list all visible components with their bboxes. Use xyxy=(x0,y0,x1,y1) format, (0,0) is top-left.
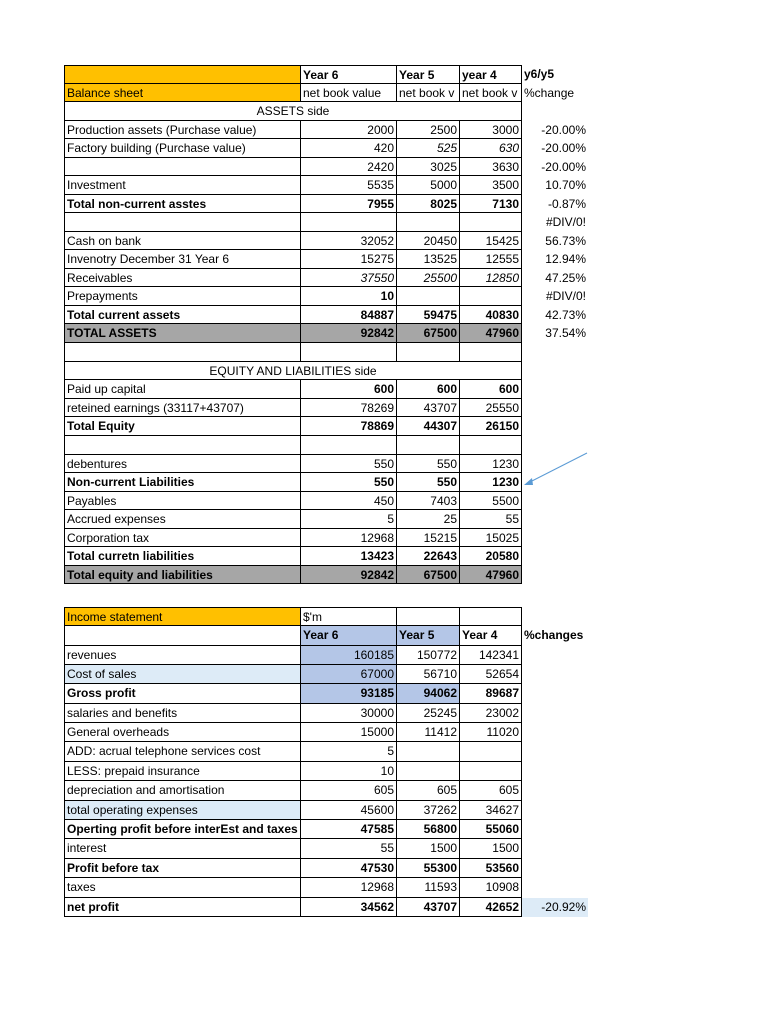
year4-value[interactable]: 1500 xyxy=(459,839,522,858)
year4-value[interactable]: 52654 xyxy=(459,665,522,684)
year6-value[interactable]: 420 xyxy=(300,139,396,158)
year5-value[interactable]: 5000 xyxy=(396,176,459,195)
income-row xyxy=(64,742,588,761)
year4-value[interactable] xyxy=(459,762,522,781)
change-value[interactable] xyxy=(522,781,588,800)
year4-value[interactable]: 12555 xyxy=(459,250,522,269)
row-label[interactable]: ADD: acrual telephone services cost xyxy=(64,742,300,761)
balance-sheet-title[interactable]: Balance sheet xyxy=(64,84,300,103)
year6-value[interactable]: 13423 xyxy=(300,547,396,566)
year6-value[interactable]: 12968 xyxy=(300,878,396,897)
year4-value[interactable]: 55060 xyxy=(459,820,522,839)
change-value[interactable]: -20.92% xyxy=(522,898,588,917)
year6-value[interactable]: 550 xyxy=(300,473,396,492)
year5-value[interactable]: 55300 xyxy=(396,859,459,878)
income-row xyxy=(64,684,588,703)
equity-side-title[interactable]: EQUITY AND LIABILITIES side xyxy=(64,362,522,381)
row-label[interactable]: Cash on bank xyxy=(64,232,300,251)
equity-row xyxy=(64,380,588,399)
asset-row xyxy=(64,287,588,306)
change-value[interactable] xyxy=(522,878,588,897)
year6-value[interactable]: 32052 xyxy=(300,232,396,251)
year4-value[interactable]: 15425 xyxy=(459,232,522,251)
income-row xyxy=(64,839,588,858)
year5-value[interactable]: 25500 xyxy=(396,269,459,288)
asset-row xyxy=(64,269,588,288)
year6-value[interactable]: 5535 xyxy=(300,176,396,195)
change-value[interactable]: -20.00% xyxy=(541,122,586,137)
income-row xyxy=(64,878,588,897)
row-label[interactable]: Corporation tax xyxy=(64,529,300,548)
unit-label[interactable]: $'m xyxy=(300,607,396,626)
year4-value[interactable] xyxy=(459,742,522,761)
year4-value[interactable]: 15025 xyxy=(459,529,522,548)
year6-value[interactable]: 550 xyxy=(300,455,396,474)
year4-value[interactable]: 11020 xyxy=(459,723,522,742)
year5-value[interactable]: 11593 xyxy=(396,878,459,897)
equity-row xyxy=(64,417,588,436)
year6-value[interactable]: 78869 xyxy=(300,417,396,436)
change-subheader[interactable]: %change xyxy=(524,85,575,100)
income-row xyxy=(64,646,588,665)
year6-value[interactable]: 55 xyxy=(300,839,396,858)
year5-value[interactable]: 550 xyxy=(396,455,459,474)
row-label[interactable]: net profit xyxy=(64,898,300,917)
row-label[interactable]: Receivables xyxy=(64,269,300,288)
change-value[interactable]: -20.00% xyxy=(541,141,586,155)
year4-value[interactable]: 3500 xyxy=(459,176,522,195)
income-row xyxy=(64,801,588,820)
equity-row xyxy=(64,492,588,511)
row-label[interactable]: Accrued expenses xyxy=(64,510,300,529)
year6-value[interactable]: 92842 xyxy=(300,324,396,343)
year4-value[interactable]: 42652 xyxy=(459,898,522,917)
year6-header[interactable]: Year 6 xyxy=(300,626,396,646)
change-value[interactable] xyxy=(522,704,588,723)
change-value[interactable]: 10.70% xyxy=(545,178,586,192)
arrow-annotation xyxy=(522,450,592,490)
income-statement-table xyxy=(64,607,588,917)
change-value[interactable]: 12.94% xyxy=(545,252,586,266)
row-label[interactable]: Paid up capital xyxy=(64,380,300,399)
year6-value[interactable]: 92842 xyxy=(300,566,396,585)
year4-header[interactable]: Year 4 xyxy=(459,626,522,646)
empty-cell[interactable] xyxy=(300,343,396,362)
year6-value[interactable]: 15000 xyxy=(300,723,396,742)
equity-row xyxy=(64,566,588,585)
row-label[interactable]: Total curretn liabilities xyxy=(64,547,300,566)
change-value[interactable] xyxy=(522,684,588,703)
year4-value[interactable]: 89687 xyxy=(459,684,522,703)
row-label[interactable]: debentures xyxy=(64,455,300,474)
year5-value[interactable] xyxy=(396,436,459,455)
year5-value[interactable]: 25 xyxy=(396,510,459,529)
spacer-row xyxy=(64,343,588,362)
change-value[interactable] xyxy=(522,839,588,858)
year4-value[interactable] xyxy=(459,287,522,306)
year4-value[interactable]: 47960 xyxy=(459,324,522,343)
change-value[interactable] xyxy=(522,723,588,742)
income-row xyxy=(64,859,588,878)
asset-row xyxy=(64,232,588,251)
year5-value[interactable]: 15215 xyxy=(396,529,459,548)
row-label[interactable]: General overheads xyxy=(64,723,300,742)
year4-value[interactable] xyxy=(459,436,522,455)
year6-value[interactable]: 78269 xyxy=(300,399,396,418)
change-value[interactable] xyxy=(522,820,588,839)
assets-title-row xyxy=(64,102,588,121)
row-label[interactable]: LESS: prepaid insurance xyxy=(64,762,300,781)
income-row xyxy=(64,781,588,800)
year4-value[interactable] xyxy=(459,213,522,232)
changes-header[interactable]: %changes xyxy=(524,627,584,642)
change-value[interactable] xyxy=(522,859,588,878)
change-value[interactable] xyxy=(522,646,588,665)
year6-value[interactable]: 2420 xyxy=(300,158,396,177)
year5-value[interactable]: 43707 xyxy=(396,898,459,917)
change-value[interactable]: 47.25% xyxy=(545,270,586,285)
income-row xyxy=(64,723,588,742)
year6-value[interactable]: 47585 xyxy=(300,820,396,839)
year5-value[interactable]: 43707 xyxy=(396,399,459,418)
change-value[interactable]: 37.54% xyxy=(545,326,586,340)
year4-value[interactable]: 605 xyxy=(459,781,522,800)
year6-value[interactable]: 600 xyxy=(300,380,396,399)
year5-value[interactable]: 550 xyxy=(396,473,459,492)
change-value[interactable]: -20.00% xyxy=(541,159,586,174)
year6-value[interactable]: 45600 xyxy=(300,801,396,820)
row-label[interactable]: taxes xyxy=(64,878,300,897)
income-row xyxy=(64,820,588,839)
row-label[interactable]: TOTAL ASSETS xyxy=(64,324,300,343)
equity-row xyxy=(64,547,588,566)
income-statement-title[interactable]: Income statement xyxy=(64,607,300,626)
header-cell[interactable] xyxy=(64,65,300,84)
asset-row xyxy=(64,158,588,177)
change-header[interactable]: y6/y5 xyxy=(524,67,555,81)
year6-value[interactable] xyxy=(300,213,396,232)
year5-header[interactable]: Year 5 xyxy=(396,626,459,646)
year6-value[interactable]: 30000 xyxy=(300,704,396,723)
change-value[interactable] xyxy=(522,762,588,781)
year4-value[interactable]: 55 xyxy=(459,510,522,529)
year4-value[interactable]: 7130 xyxy=(459,195,522,214)
year6-value[interactable]: 15275 xyxy=(300,250,396,269)
year5-value[interactable]: 94062 xyxy=(396,684,459,703)
assets-side-title[interactable]: ASSETS side xyxy=(64,102,522,121)
empty-cell[interactable] xyxy=(459,607,522,626)
balance-sheet-table xyxy=(64,65,588,584)
year6-value[interactable]: 93185 xyxy=(300,684,396,703)
year4-value[interactable]: 40830 xyxy=(459,306,522,325)
equity-row xyxy=(64,399,588,418)
equity-row xyxy=(64,436,588,455)
year6-value[interactable]: 5 xyxy=(300,742,396,761)
year4-value[interactable]: 12850 xyxy=(459,269,522,288)
asset-row xyxy=(64,139,588,158)
row-label[interactable]: Cost of sales xyxy=(64,665,300,684)
year4-header[interactable]: year 4 xyxy=(459,65,522,84)
year6-value[interactable] xyxy=(300,436,396,455)
asset-row xyxy=(64,195,588,214)
change-value[interactable]: 42.73% xyxy=(545,307,586,322)
year5-value[interactable]: 56800 xyxy=(396,820,459,839)
row-label[interactable]: Payables xyxy=(64,492,300,511)
y6-subheader[interactable]: net book value xyxy=(300,84,396,103)
row-label[interactable]: revenues xyxy=(64,646,300,665)
row-label[interactable] xyxy=(64,158,300,177)
year6-value[interactable]: 10 xyxy=(300,762,396,781)
change-value[interactable]: -0.87% xyxy=(547,196,586,211)
year6-value[interactable]: 34562 xyxy=(300,898,396,917)
year4-value[interactable]: 34627 xyxy=(459,801,522,820)
year4-value[interactable]: 47960 xyxy=(459,566,522,585)
year6-value[interactable]: 450 xyxy=(300,492,396,511)
asset-row xyxy=(64,213,588,232)
empty-cell[interactable] xyxy=(459,343,522,362)
row-label[interactable]: Factory building (Purchase value) xyxy=(64,139,300,158)
bs-header-row-2 xyxy=(64,84,588,103)
year5-value[interactable]: 13525 xyxy=(396,250,459,269)
year4-value[interactable]: 10908 xyxy=(459,878,522,897)
year5-header[interactable]: Year 5 xyxy=(396,65,459,84)
asset-row xyxy=(64,176,588,195)
year5-value[interactable]: 44307 xyxy=(396,417,459,436)
year5-value[interactable]: 8025 xyxy=(396,195,459,214)
asset-row xyxy=(64,121,588,140)
y5-subheader[interactable]: net book v xyxy=(396,84,459,103)
bs-header-row-1 xyxy=(64,65,588,84)
row-label[interactable] xyxy=(64,436,300,455)
y4-subheader[interactable]: net book v xyxy=(459,84,522,103)
equity-row xyxy=(64,529,588,548)
row-label[interactable]: Investment xyxy=(64,176,300,195)
year5-value[interactable]: 22643 xyxy=(396,547,459,566)
year4-value[interactable]: 1230 xyxy=(459,473,522,492)
year4-value[interactable]: 3000 xyxy=(459,121,522,140)
year6-value[interactable]: 160185 xyxy=(300,646,396,665)
change-value[interactable]: #DIV/0! xyxy=(545,289,586,303)
year5-value[interactable] xyxy=(396,742,459,761)
equity-row xyxy=(64,510,588,529)
year6-value[interactable]: 2000 xyxy=(300,121,396,140)
year5-value[interactable] xyxy=(396,762,459,781)
row-label[interactable]: reteined earnings (33117+43707) xyxy=(64,399,300,418)
year4-value[interactable]: 630 xyxy=(459,139,522,158)
row-label[interactable]: Total non-current asstes xyxy=(64,195,300,214)
year5-value[interactable]: 2500 xyxy=(396,121,459,140)
year6-value[interactable]: 7955 xyxy=(300,195,396,214)
year6-value[interactable]: 84887 xyxy=(300,306,396,325)
year5-value[interactable]: 7403 xyxy=(396,492,459,511)
row-label[interactable]: Operting profit before interEst and taxes xyxy=(64,820,300,839)
year4-value[interactable]: 3630 xyxy=(459,158,522,177)
row-label[interactable]: Total equity and liabilities xyxy=(64,566,300,585)
is-title-row xyxy=(64,607,588,626)
change-value[interactable] xyxy=(522,665,588,684)
year5-value[interactable]: 1500 xyxy=(396,839,459,858)
empty-cell[interactable] xyxy=(396,343,459,362)
income-row xyxy=(64,762,588,781)
year4-value[interactable]: 25550 xyxy=(459,399,522,418)
year6-value[interactable]: 67000 xyxy=(300,665,396,684)
year5-value[interactable]: 525 xyxy=(396,139,459,158)
is-header-row xyxy=(64,626,588,646)
equity-row xyxy=(64,473,588,492)
year5-value[interactable]: 11412 xyxy=(396,723,459,742)
year4-value[interactable]: 20580 xyxy=(459,547,522,566)
year5-value[interactable]: 3025 xyxy=(396,158,459,177)
row-label[interactable]: Total current assets xyxy=(64,306,300,325)
row-label[interactable]: interest xyxy=(64,839,300,858)
row-label[interactable]: Prepayments xyxy=(64,287,300,306)
asset-row xyxy=(64,250,588,269)
year5-value[interactable]: 56710 xyxy=(396,665,459,684)
year5-value[interactable] xyxy=(396,213,459,232)
year4-value[interactable]: 600 xyxy=(459,380,522,399)
year5-value[interactable]: 600 xyxy=(396,380,459,399)
year5-value[interactable]: 67500 xyxy=(396,566,459,585)
year4-value[interactable]: 26150 xyxy=(459,417,522,436)
year5-value[interactable]: 59475 xyxy=(396,306,459,325)
asset-row xyxy=(64,324,588,343)
year6-value[interactable]: 10 xyxy=(300,287,396,306)
empty-cell[interactable] xyxy=(64,626,300,646)
year4-value[interactable]: 53560 xyxy=(459,859,522,878)
year6-value[interactable]: 5 xyxy=(300,510,396,529)
year6-value[interactable]: 605 xyxy=(300,781,396,800)
year5-value[interactable] xyxy=(396,287,459,306)
year4-value[interactable]: 142341 xyxy=(459,646,522,665)
year5-value[interactable]: 605 xyxy=(396,781,459,800)
year5-value[interactable]: 20450 xyxy=(396,232,459,251)
income-row xyxy=(64,665,588,684)
year5-value[interactable]: 37262 xyxy=(396,801,459,820)
row-label[interactable]: Gross profit xyxy=(64,684,300,703)
row-label[interactable]: Total Equity xyxy=(64,417,300,436)
year5-value[interactable]: 25245 xyxy=(396,704,459,723)
change-value[interactable]: #DIV/0! xyxy=(545,215,586,229)
year4-value[interactable]: 1230 xyxy=(459,455,522,474)
asset-row xyxy=(64,306,588,325)
row-label[interactable]: Production assets (Purchase value) xyxy=(64,121,300,140)
year5-value[interactable]: 67500 xyxy=(396,324,459,343)
income-row xyxy=(64,898,588,917)
row-label[interactable]: Non-current Liabilities xyxy=(64,473,300,492)
row-label[interactable]: salaries and benefits xyxy=(64,704,300,723)
row-label[interactable]: Profit before tax xyxy=(64,859,300,878)
row-label[interactable] xyxy=(64,213,300,232)
change-value[interactable] xyxy=(522,742,588,761)
year6-value[interactable]: 12968 xyxy=(300,529,396,548)
equity-title-row xyxy=(64,362,588,381)
change-value[interactable]: 56.73% xyxy=(545,233,586,248)
year4-value[interactable]: 23002 xyxy=(459,704,522,723)
income-row xyxy=(64,704,588,723)
equity-row xyxy=(64,455,588,474)
year6-value[interactable]: 47530 xyxy=(300,859,396,878)
year6-value[interactable]: 37550 xyxy=(300,269,396,288)
year5-value[interactable]: 150772 xyxy=(396,646,459,665)
year4-value[interactable]: 5500 xyxy=(459,492,522,511)
row-label[interactable]: depreciation and amortisation xyxy=(64,781,300,800)
change-value[interactable] xyxy=(522,801,588,820)
empty-cell[interactable] xyxy=(64,343,300,362)
year6-header[interactable]: Year 6 xyxy=(300,65,396,84)
empty-cell[interactable] xyxy=(396,607,459,626)
row-label[interactable]: total operating expenses xyxy=(64,801,300,820)
row-label[interactable]: Invenotry December 31 Year 6 xyxy=(64,250,300,269)
